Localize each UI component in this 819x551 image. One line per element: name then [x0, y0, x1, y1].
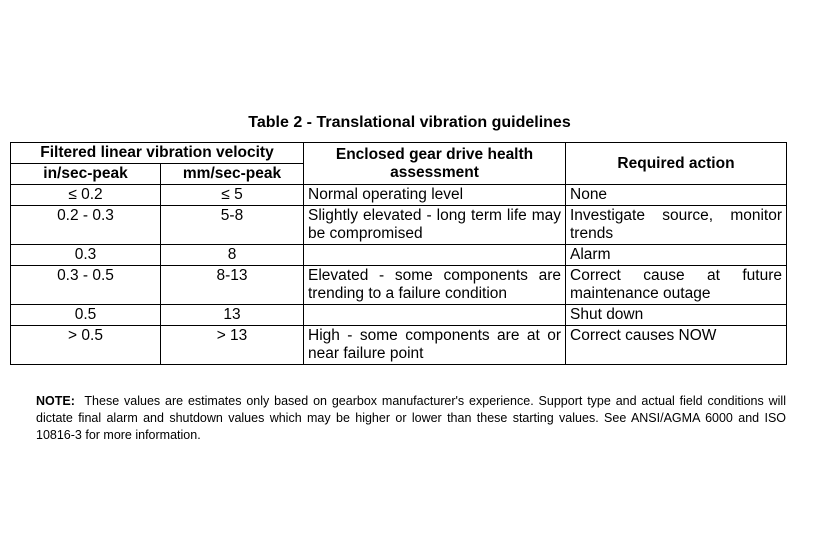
cell-assessment — [304, 245, 566, 266]
header-velocity-group: Filtered linear vibration velocity — [11, 143, 304, 164]
cell-assessment: Normal operating level — [304, 185, 566, 206]
cell-in-sec: 0.5 — [11, 305, 161, 326]
cell-mm-sec: 5-8 — [161, 206, 304, 245]
cell-action: Correct causes NOW — [566, 326, 787, 365]
table-row — [11, 185, 787, 206]
note-text: These values are estimates only based on gearbox manufacturer's experience. Support type and actual field conditions will dictate final alarm and shutdown values which may be higher or lower than these starting values. See ANSI/AGMA 6000 and ISO 10816-3 for more information. — [36, 394, 786, 442]
cell-action: Alarm — [566, 245, 787, 266]
table-row — [11, 245, 787, 266]
cell-action: None — [566, 185, 787, 206]
cell-in-sec: ≤ 0.2 — [11, 185, 161, 206]
table-title: Table 2 - Translational vibration guidelines — [248, 114, 571, 131]
header-in-sec-peak: in/sec-peak — [11, 164, 161, 185]
cell-mm-sec: 13 — [161, 305, 304, 326]
cell-action: Shut down — [566, 305, 787, 326]
cell-mm-sec: 8 — [161, 245, 304, 266]
table-row — [11, 326, 787, 365]
cell-in-sec: > 0.5 — [11, 326, 161, 365]
header-row-1 — [11, 143, 787, 164]
cell-in-sec: 0.2 - 0.3 — [11, 206, 161, 245]
table-row — [11, 266, 787, 305]
cell-mm-sec: ≤ 5 — [161, 185, 304, 206]
cell-in-sec: 0.3 — [11, 245, 161, 266]
table-row — [11, 305, 787, 326]
note-label: NOTE: — [36, 394, 75, 408]
cell-action: Investigate source, monitor trends — [566, 206, 787, 245]
table-note — [36, 393, 786, 444]
cell-assessment: High - some components are at or near failure point — [304, 326, 566, 365]
cell-mm-sec: > 13 — [161, 326, 304, 365]
vibration-guidelines-table — [10, 142, 787, 365]
cell-mm-sec: 8-13 — [161, 266, 304, 305]
cell-assessment: Elevated - some components are trending to a failure condition — [304, 266, 566, 305]
header-mm-sec-peak: mm/sec-peak — [161, 164, 304, 185]
cell-assessment: Slightly elevated - long term life may be compromised — [304, 206, 566, 245]
header-health-assessment: Enclosed gear drive health assessment — [304, 143, 566, 185]
header-required-action: Required action — [566, 143, 787, 185]
cell-in-sec: 0.3 - 0.5 — [11, 266, 161, 305]
table-row — [11, 206, 787, 245]
cell-action: Correct cause at future maintenance outage — [566, 266, 787, 305]
cell-assessment — [304, 305, 566, 326]
